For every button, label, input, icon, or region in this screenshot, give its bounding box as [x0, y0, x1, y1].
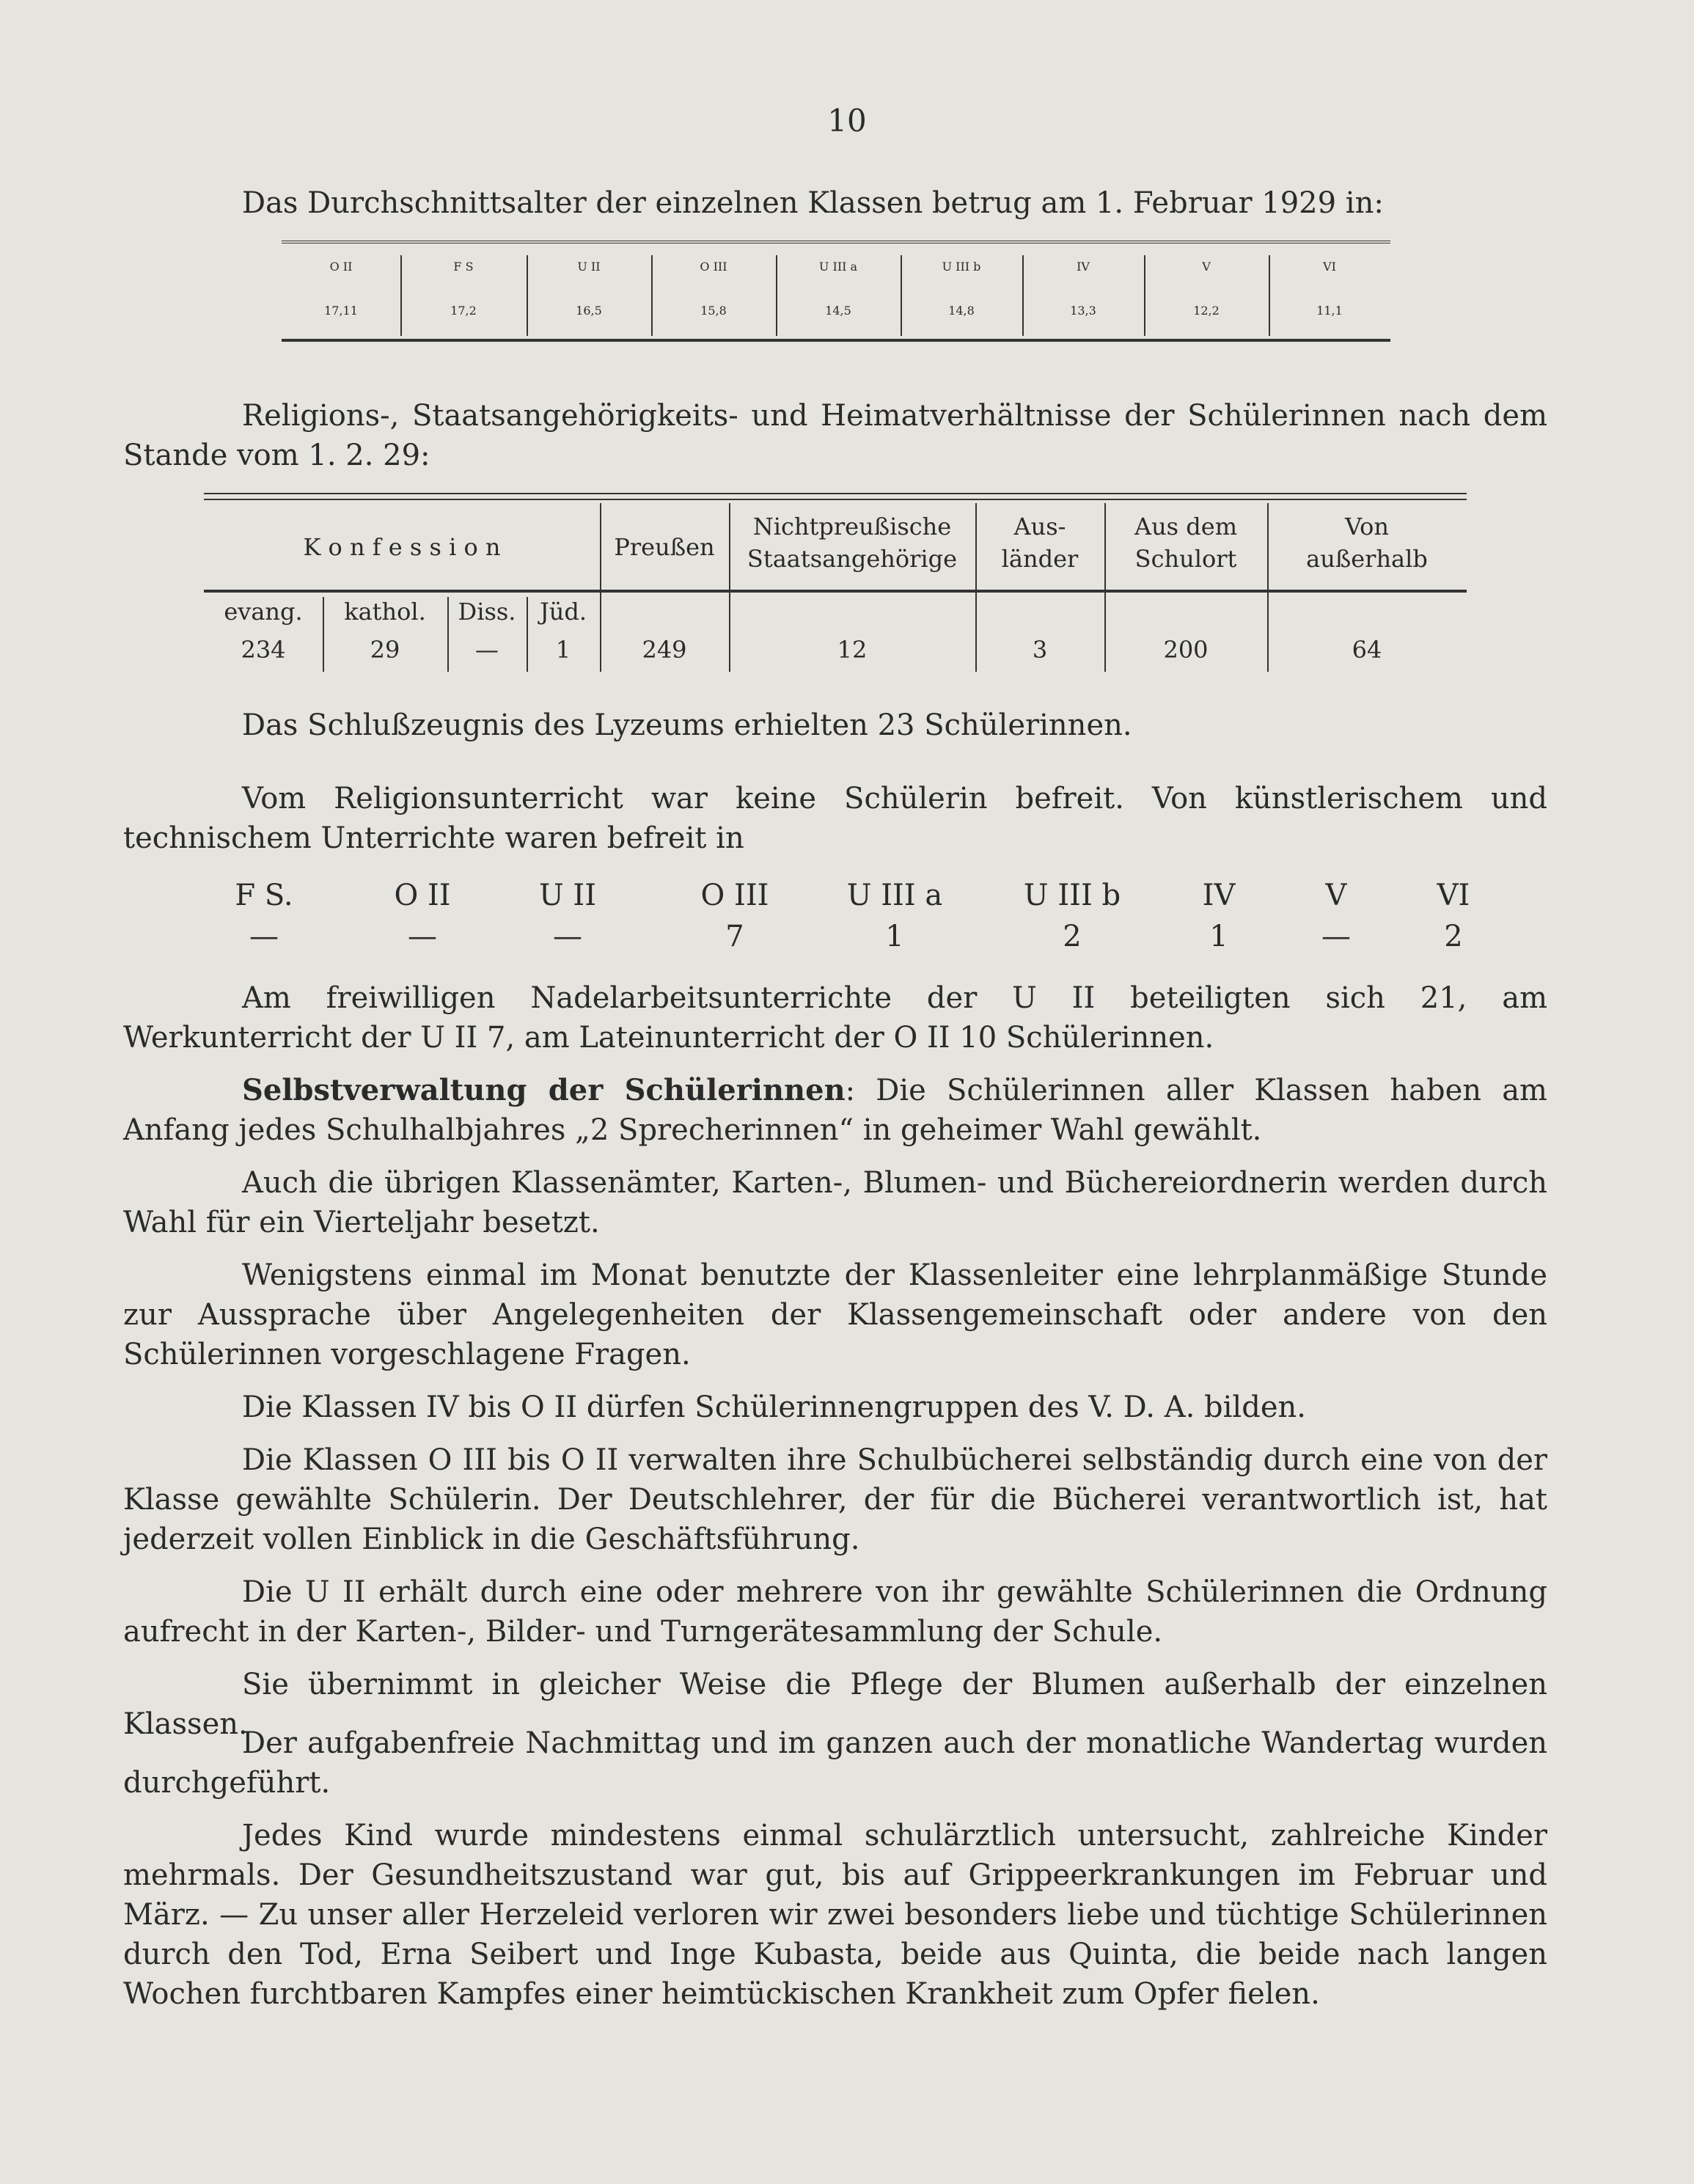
evang-header: evang.	[224, 598, 303, 626]
divider	[1144, 255, 1145, 336]
divider	[323, 597, 324, 672]
exempt-header: F S.	[235, 879, 293, 912]
nadel-paragraph: Am freiwilligen Nadelarbeitsunterrichte der U II beteiligten sich 21, am Werkunterricht der U II 7, am Lateinunterricht der O II 10 Schülerinnen.	[123, 981, 1547, 1055]
preussen-header: Preußen	[614, 533, 715, 561]
selbst-paragraph: Selbstverwaltung der Schülerinnen: Die Schülerinnen aller Klassen haben am Anfang jedes Schulhalbjahres „2 Sprecherinnen“ in geheimer Wahl gewählt.	[123, 1073, 1547, 1147]
nichtpreuss-value: 12	[837, 636, 868, 664]
divider	[975, 503, 977, 672]
age-col: U III b 14,8	[942, 260, 981, 318]
ausserhalb-header: Von außerhalb	[1306, 513, 1428, 573]
evang-value: 234	[241, 636, 286, 664]
age-col: IV 13,3	[1070, 260, 1096, 318]
konfession-header: K o n f e s s i o n	[303, 533, 501, 561]
age-intro: Das Durchschnittsalter der einzelnen Klassen betrug am 1. Februar 1929 in:	[242, 186, 1384, 220]
uII-paragraph: Die U II erhält durch eine oder mehrere von ihr gewählte Schülerinnen die Ordnung aufrecht in der Karten-, Bilder- und Turngerätesammlung der Schule.	[123, 1575, 1547, 1649]
jued-value: 1	[555, 636, 571, 664]
exempt-value: 1	[1209, 920, 1228, 953]
buecherei-paragraph: Die Klassen O III bis O II verwalten ihre Schulbücherei selbständig durch eine von der Klasse gewählte Schülerin. Der Deutschlehrer, der für die Bücherei verantwortlich ist, hat jederzeit vollen Einblick in die Geschäftsführung.	[123, 1443, 1547, 1556]
divider	[1267, 503, 1269, 672]
religion-intro: Religions-, Staatsangehörigkeits- und Heimatverhältnisse der Schülerinnen nach dem Stande vom 1. 2. 29:	[123, 399, 1547, 472]
exempt-value: 2	[1063, 920, 1082, 953]
age-col: O II 17,11	[324, 260, 358, 318]
age-col: U II 16,5	[576, 260, 602, 318]
table-header-rule	[204, 590, 1467, 593]
preussen-value: 249	[642, 636, 687, 664]
wenigstens-paragraph: Wenigstens einmal im Monat benutzte der Klassenleiter eine lehrplanmäßige Stunde zur Aussprache über Angelegenheiten der Klassengemeinschaft oder andere von den Schülerinnen vorgeschlagene Fragen.	[123, 1258, 1547, 1371]
divider	[1104, 503, 1106, 672]
vda-paragraph: Die Klassen IV bis O II dürfen Schülerinnengruppen des V. D. A. bilden.	[242, 1390, 1306, 1424]
exempt-header: U II	[538, 879, 597, 912]
diss-header: Diss.	[458, 598, 516, 626]
nichtpreuss-header: Nichtpreußische Staatsangehörige	[747, 513, 958, 573]
schulort-header: Aus dem Schulort	[1134, 513, 1238, 573]
kathol-header: kathol.	[344, 598, 426, 626]
page-number: 10	[827, 103, 867, 139]
divider	[600, 503, 601, 672]
divider	[651, 255, 653, 336]
kathol-value: 29	[370, 636, 400, 664]
auch-paragraph: Auch die übrigen Klassenämter, Karten-, Blumen- und Büchereiordnerin werden durch Wahl für ein Vierteljahr besetzt.	[123, 1166, 1547, 1239]
blumen-paragraph: Sie übernimmt in gleicher Weise die Pflege der Blumen außerhalb der einzelnen Klassen.	[123, 1668, 1547, 1741]
exempt-value: 7	[725, 920, 744, 953]
diss-value: —	[475, 636, 499, 664]
divider	[527, 597, 528, 672]
auslaender-header: Aus- länder	[1001, 513, 1079, 573]
religion-exempt-paragraph: Vom Religionsunterricht war keine Schülerin befreit. Von künstlerischem und technischem Unterrichte waren befreit in	[123, 782, 1547, 855]
divider	[901, 255, 902, 336]
exempt-header: O III	[700, 879, 769, 912]
exempt-value: —	[408, 920, 437, 953]
age-col: VI 11,1	[1316, 260, 1343, 318]
exempt-header: VI	[1437, 879, 1470, 912]
exempt-header: U III b	[1023, 879, 1121, 912]
divider	[1022, 255, 1024, 336]
age-col: O III 15,8	[700, 260, 727, 318]
age-table	[282, 241, 1390, 342]
exempt-value: —	[1321, 920, 1351, 953]
divider	[776, 255, 777, 336]
selbst-heading: Selbstverwaltung der Schülerinnen	[242, 1073, 846, 1107]
jued-header: Jüd.	[539, 598, 587, 626]
divider	[400, 255, 402, 336]
exempt-value: —	[249, 920, 279, 953]
nachmittag-paragraph: Der aufgabenfreie Nachmittag und im ganzen auch der monatliche Wandertag wurden durchgeführt.	[123, 1726, 1547, 1800]
divider	[447, 597, 449, 672]
schluss-paragraph: Das Schlußzeugnis des Lyzeums erhielten 23 Schülerinnen.	[242, 708, 1132, 742]
table-top-rule	[204, 493, 1467, 500]
divider	[1269, 255, 1270, 336]
ausserhalb-value: 64	[1352, 636, 1382, 664]
exempt-header: O II	[394, 879, 451, 912]
exempt-value: 1	[885, 920, 904, 953]
exempt-header: V	[1325, 879, 1347, 912]
schulort-value: 200	[1163, 636, 1209, 664]
age-col: U III a 14,5	[818, 260, 858, 318]
exempt-value: —	[553, 920, 582, 953]
divider	[729, 503, 730, 672]
exempt-header: U III a	[846, 879, 943, 912]
gesundheit-paragraph: Jedes Kind wurde mindestens einmal schulärztlich untersucht, zahlreiche Kinder mehrmals. Der Gesundheitszustand war gut, bis auf Grippeerkrankungen im Februar und März. — Zu unser aller Herzeleid verloren wir zwei besonders liebe und tüchtige Schülerinnen durch den Tod, Erna Seibert und Inge Kubasta, beide aus Quinta, die beide nach langen Wochen furchtbaren Kampfes einer heimtückischen Krankheit zum Opfer fielen.	[123, 1819, 1547, 2011]
exempt-value: 2	[1444, 920, 1463, 953]
exempt-header: IV	[1202, 879, 1236, 912]
auslaender-value: 3	[1032, 636, 1048, 664]
religion-table	[204, 493, 1467, 672]
divider	[527, 255, 528, 336]
age-col: F S 17,2	[450, 260, 477, 318]
age-col: V 12,2	[1193, 260, 1220, 318]
